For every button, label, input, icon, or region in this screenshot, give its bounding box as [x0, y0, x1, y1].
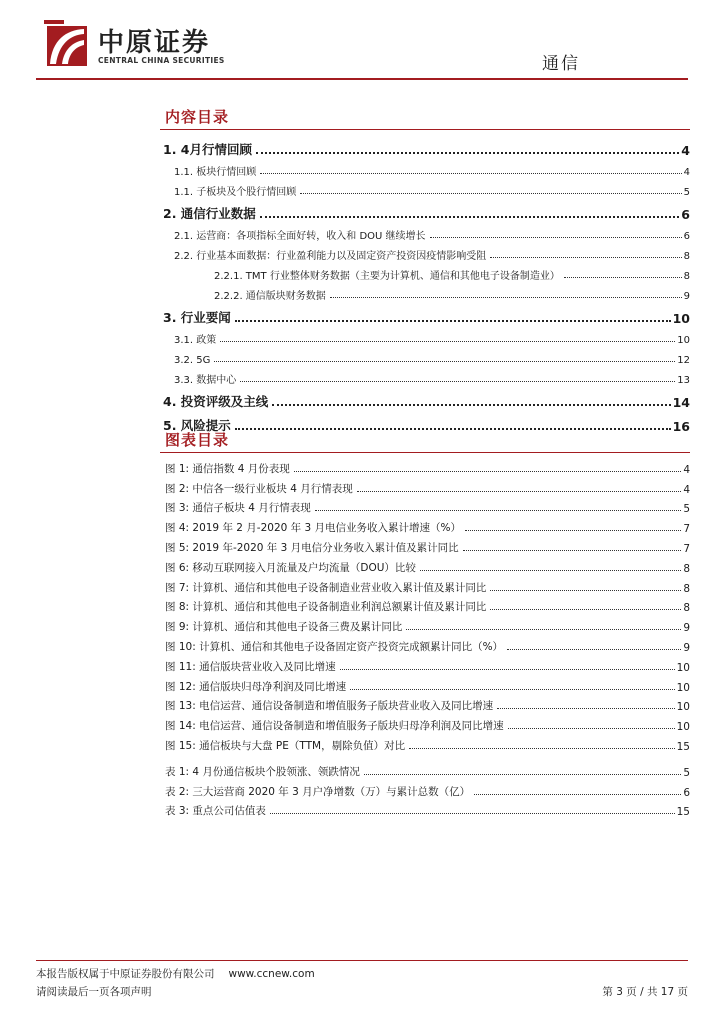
footer-divider — [36, 960, 688, 961]
dot-leader — [430, 237, 682, 238]
table-entry-title: 表 3: 重点公司估值表 — [165, 805, 266, 818]
dot-leader — [260, 173, 681, 174]
figure-entry-page: 10 — [676, 701, 690, 714]
dot-leader — [350, 689, 675, 690]
dot-leader — [474, 794, 681, 795]
toc-entry-page: 9 — [683, 291, 690, 302]
toc-entry-page: 8 — [683, 251, 690, 262]
toc-entry-page: 8 — [683, 271, 690, 282]
toc-entry[interactable] — [160, 158, 690, 178]
dot-leader — [300, 193, 681, 194]
dot-leader — [490, 609, 681, 610]
figure-entry[interactable] — [160, 575, 690, 595]
toc-entry-title: 3.3. 数据中心 — [174, 375, 237, 386]
page-header — [0, 0, 724, 80]
figure-entry-title: 图 6: 移动互联网接入月流量及户均流量（DOU）比较 — [165, 561, 416, 574]
toc-entry-title: 2.2.1. TMT 行业整体财务数据（主要为计算机、通信和其他电子设备制造业） — [214, 271, 560, 282]
figure-entry-title: 图 13: 电信运营、通信设备制造和增值服务子版块营业收入及同比增速 — [165, 700, 494, 713]
figure-entry-title: 图 7: 计算机、通信和其他电子设备制造业营业收入累计值及累计同比 — [165, 581, 487, 594]
figure-entry-page: 5 — [683, 503, 690, 516]
figure-entry-page: 4 — [683, 483, 690, 496]
toc-entry-page: 10 — [672, 311, 690, 326]
toc-entry-title: 1.1. 板块行情回顾 — [174, 167, 257, 178]
figures-title: 图表目录 — [165, 431, 230, 449]
figure-entry-title: 图 14: 电信运营、通信设备制造和增值服务子版块归母净利润及同比增速 — [165, 720, 504, 733]
figure-entry[interactable] — [160, 654, 690, 674]
dot-leader — [220, 341, 675, 342]
toc-entry[interactable] — [160, 178, 690, 198]
figure-entry-title: 图 8: 计算机、通信和其他电子设备制造业利润总额累计值及累计同比 — [165, 601, 487, 614]
copyright-text: 本报告版权属于中原证券股份有限公司 — [36, 968, 215, 980]
toc-entry[interactable] — [160, 386, 690, 410]
figure-entry-page: 7 — [683, 542, 690, 555]
table-entry-page: 6 — [683, 786, 690, 799]
figure-entry-title: 图 2: 中信各一级行业板块 4 月行情表现 — [165, 482, 353, 495]
dot-leader — [497, 708, 675, 709]
toc-entry-page: 13 — [677, 375, 690, 386]
contents-title: 内容目录 — [165, 108, 230, 126]
figure-entry[interactable] — [160, 456, 690, 476]
dot-leader — [240, 381, 675, 382]
dot-leader — [490, 257, 681, 258]
figure-entry-title: 图 10: 计算机、通信和其他电子设备固定资产投资完成额累计同比（%） — [165, 640, 504, 653]
figure-entry-title: 图 11: 通信版块营业收入及同比增速 — [165, 660, 336, 673]
dot-leader — [294, 471, 682, 472]
header-divider — [36, 78, 688, 80]
figure-entry[interactable] — [160, 674, 690, 694]
figure-entry-page: 7 — [683, 523, 690, 536]
figure-entry-title: 图 5: 2019 年-2020 年 3 月电信分业务收入累计值及累计同比 — [165, 541, 459, 554]
toc-entry-page: 12 — [677, 355, 690, 366]
toc-entry-title: 2. 通信行业数据 — [163, 206, 256, 221]
toc-entry-title: 2.2.2. 通信版块财务数据 — [214, 291, 326, 302]
toc-entry-page: 4 — [681, 143, 690, 158]
dot-leader — [260, 216, 679, 218]
footer-copyright — [36, 966, 315, 981]
dot-leader — [330, 297, 682, 298]
footer-notice: 请阅读最后一页各项声明 — [36, 986, 152, 998]
dot-leader — [508, 728, 675, 729]
dot-leader — [340, 669, 675, 670]
figure-entry-title: 图 1: 通信指数 4 月份表现 — [165, 462, 290, 475]
toc-entry-page: 4 — [683, 167, 690, 178]
page-number: 第 3 页 / 共 17 页 — [602, 986, 688, 998]
toc-entry[interactable] — [160, 198, 690, 222]
toc-entry[interactable] — [160, 366, 690, 386]
company-logo — [44, 20, 224, 72]
figure-entry[interactable] — [160, 614, 690, 634]
dot-leader — [272, 404, 670, 406]
figure-entry[interactable] — [160, 595, 690, 615]
toc-entry[interactable] — [160, 282, 690, 302]
dot-leader — [315, 510, 682, 511]
toc-entry-title: 2.1. 运营商：各项指标全面好转，收入和 DOU 继续增长 — [174, 231, 426, 242]
table-entry-page: 5 — [683, 766, 690, 779]
figure-entry[interactable] — [160, 555, 690, 575]
dot-leader — [357, 491, 682, 492]
toc-entry-title: 1. 4月行情回顾 — [163, 142, 252, 157]
toc-entry[interactable] — [160, 134, 690, 158]
toc-entry-title: 4. 投资评级及主线 — [163, 394, 269, 409]
figure-entry-title: 图 3: 通信子板块 4 月行情表现 — [165, 502, 311, 515]
contents-list — [160, 134, 690, 434]
toc-entry-title: 3.2. 5G — [174, 355, 211, 366]
dot-leader — [214, 361, 675, 362]
figure-entry-page: 8 — [683, 602, 690, 615]
figure-entry[interactable] — [160, 535, 690, 555]
contents-title-divider — [160, 129, 690, 130]
website-link[interactable]: www.ccnew.com — [228, 968, 315, 980]
toc-entry-page: 6 — [681, 207, 690, 222]
figure-entry[interactable] — [160, 694, 690, 714]
table-entry[interactable] — [160, 799, 690, 819]
toc-entry[interactable] — [160, 222, 690, 242]
figure-entry-page: 8 — [683, 562, 690, 575]
figure-entry[interactable] — [160, 476, 690, 496]
figure-entry[interactable] — [160, 713, 690, 733]
dot-leader — [364, 774, 681, 775]
logo-chinese-name: 中原证券 — [98, 28, 211, 58]
toc-entry[interactable] — [160, 242, 690, 262]
toc-entry-title: 3. 行业要闻 — [163, 310, 231, 325]
dot-leader — [490, 590, 681, 591]
dot-leader — [409, 748, 675, 749]
dot-leader — [256, 152, 679, 154]
tables-list — [160, 759, 690, 818]
toc-entry[interactable] — [160, 302, 690, 326]
dot-leader — [507, 649, 681, 650]
figure-entry[interactable] — [160, 515, 690, 535]
industry-label: 通信 — [542, 54, 580, 74]
toc-entry-page: 6 — [683, 231, 690, 242]
figure-entry-page: 4 — [683, 463, 690, 476]
figure-entry-title: 图 12: 通信版块归母净利润及同比增速 — [165, 680, 347, 693]
table-entry-title: 表 2: 三大运营商 2020 年 3 月户净增数（万）与累计总数（亿） — [165, 785, 471, 798]
table-entry-page: 15 — [676, 806, 690, 819]
logo-english-name: CENTRAL CHINA SECURITIES — [98, 56, 225, 65]
dot-leader — [270, 813, 675, 814]
toc-entry-title: 3.1. 政策 — [174, 335, 217, 346]
dot-leader — [420, 570, 681, 571]
figure-entry-page: 10 — [676, 681, 690, 694]
dot-leader — [235, 320, 671, 322]
toc-entry-title: 5. 风险提示 — [163, 418, 231, 433]
table-entry-title: 表 1: 4 月份通信板块个股领涨、领跌情况 — [165, 765, 360, 778]
figure-entry[interactable] — [160, 634, 690, 654]
figure-entry-page: 9 — [683, 641, 690, 654]
figure-entry[interactable] — [160, 496, 690, 516]
toc-entry[interactable] — [160, 410, 690, 434]
toc-entry-page: 5 — [683, 187, 690, 198]
figure-entry-page: 9 — [683, 622, 690, 635]
toc-entry-page: 16 — [672, 419, 690, 434]
table-entry[interactable] — [160, 779, 690, 799]
dot-leader — [235, 428, 671, 430]
figures-title-divider — [160, 452, 690, 453]
figure-entry-title: 图 9: 计算机、通信和其他电子设备三费及累计同比 — [165, 621, 403, 634]
toc-entry[interactable] — [160, 346, 690, 366]
toc-entry-title: 1.1. 子板块及个股行情回顾 — [174, 187, 297, 198]
toc-entry[interactable] — [160, 262, 690, 282]
table-entry[interactable] — [160, 759, 690, 779]
figure-entry[interactable] — [160, 733, 690, 753]
toc-entry-page: 14 — [672, 395, 690, 410]
figures-list — [160, 456, 690, 753]
company-logo-icon — [44, 20, 90, 68]
toc-entry-title: 2.2. 行业基本面数据：行业盈利能力以及固定资产投资因疫情影响受阻 — [174, 251, 487, 262]
figure-entry-title: 图 15: 通信板块与大盘 PE（TTM，剔除负值）对比 — [165, 739, 406, 752]
figure-entry-page: 8 — [683, 582, 690, 595]
figure-entry-page: 10 — [676, 721, 690, 734]
figure-entry-title: 图 4: 2019 年 2 月-2020 年 3 月电信业务收入累计增速（%） — [165, 522, 461, 535]
dot-leader — [465, 530, 681, 531]
toc-entry-page: 10 — [677, 335, 690, 346]
dot-leader — [463, 550, 682, 551]
dot-leader — [564, 277, 682, 278]
dot-leader — [406, 629, 681, 630]
figure-entry-page: 10 — [676, 661, 690, 674]
figure-entry-page: 15 — [676, 740, 690, 753]
toc-entry[interactable] — [160, 326, 690, 346]
